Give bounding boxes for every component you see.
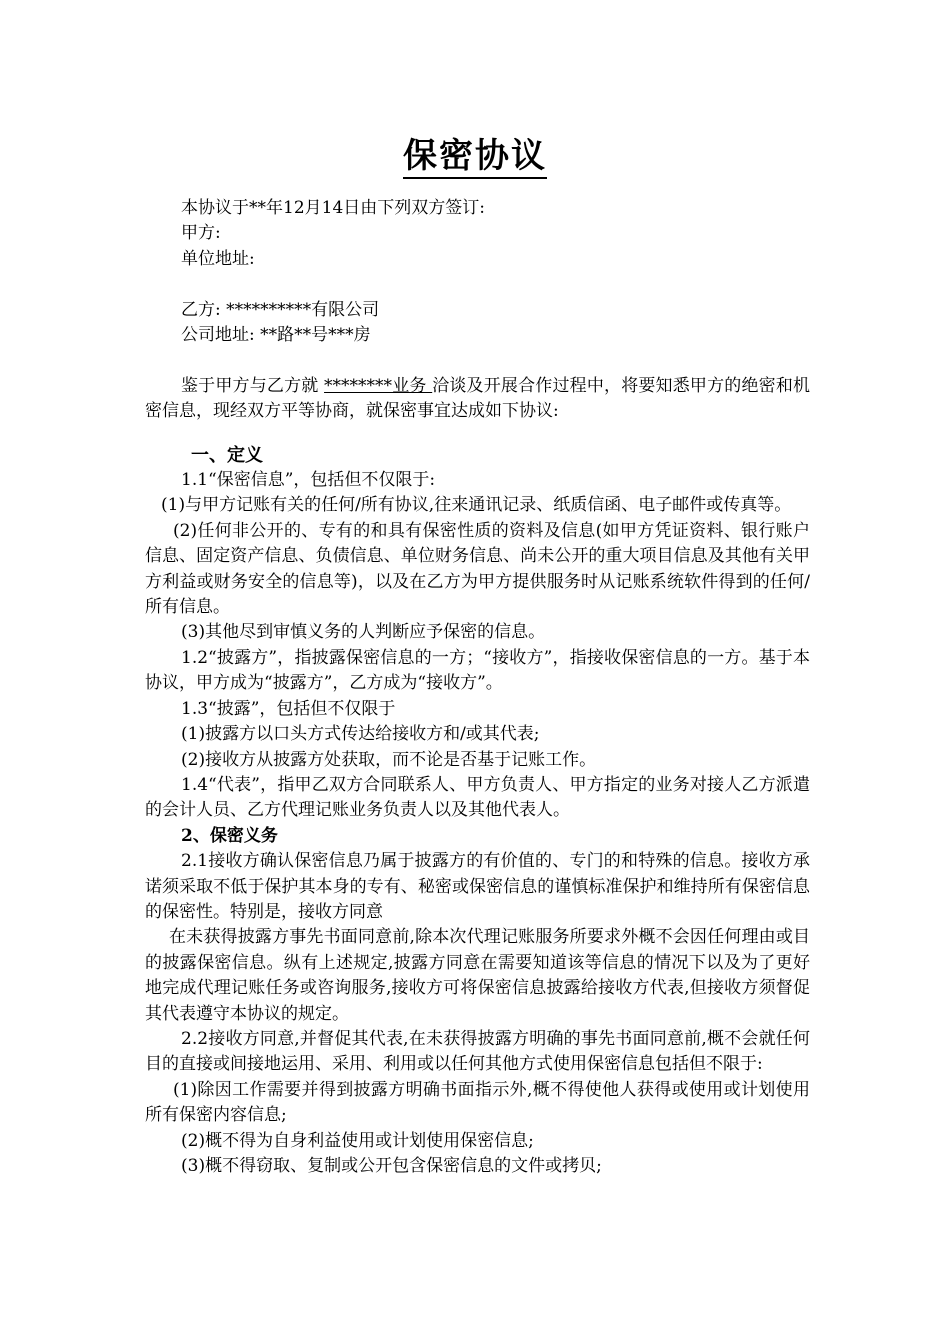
clause-1-3: 1.3“披露”，包括但不仅限于	[181, 698, 396, 719]
clause-1-4: 1.4“代表”，指甲乙双方合同联系人、甲方负责人、甲方指定的业务对接人乙方派遣的会计人员、乙方代理记账业务负责人以及其他代表人。	[145, 774, 810, 821]
clause-1-3-item-2: (2)接收方从披露方处获取，而不论是否基于记账工作。	[181, 749, 597, 770]
clause-2-2-item-3: (3)概不得窃取、复制或公开包含保密信息的文件或拷贝;	[181, 1156, 602, 1176]
spacer	[145, 272, 810, 297]
intro-paragraph: 鉴于甲方与乙方就 ********业务 洽谈及开展合作过程中，将要知悉甲方的绝密和机密信息，现经双方平等协商，就保密事宜达成如下协议:	[145, 375, 811, 422]
clause-1-1-item-2: (2)任何非公开的、专有的和具有保密性质的资料及信息(如甲方凭证资料、银行账户信息、固定资产信息、负债信息、单位财务信息、尚未公开的重大项目信息及其他有关甲方利益或财务安全的信息等)，以及在乙方为甲方提供服务时从记账系统软件得到的任何/所有信息。	[145, 520, 810, 618]
clause-1-2: 1.2“披露方”，指披露保密信息的一方；“接收方”，指接收保密信息的一方。基于本协议，甲方成为“披露方”，乙方成为“接收方”。	[145, 647, 810, 694]
signing-date-line: 本协议于**年12月14日由下列双方签订:	[181, 198, 485, 218]
party-b-address-line: 公司地址: **路**号***房	[181, 325, 371, 346]
clause-2-1: 2.1接收方确认保密信息乃属于披露方的有价值的、专门的和特殊的信息。接收方承诺须采取不低于保护其本身的专有、秘密或保密信息的谨慎标准保护和维持所有保密信息的保密性。特别是，接收方同意	[145, 851, 810, 922]
clause-2-1-continued: 在未获得披露方事先书面同意前,除本次代理记账服务所要求外概不会因任何理由或目的披露保密信息。纵有上述规定,披露方同意在需要知道该等信息的情况下以及为了更好地完成代理记账任务或咨询服务,接收方可将保密信息披露给接收方代表,但接收方须督促其代表遵守本协议的规定。	[145, 927, 810, 1024]
clause-1-1-item-3: (3)其他尽到审慎义务的人判断应予保密的信息。	[181, 622, 546, 643]
party-a-line: 甲方:	[181, 223, 221, 244]
party-b-line: 乙方: **********有限公司	[181, 299, 380, 320]
clause-2-2-item-1: (1)除因工作需要并得到披露方明确书面指示外,概不得使他人获得或使用或计划使用所有保密内容信息;	[145, 1079, 810, 1126]
clause-1-1-item-1: (1)与甲方记账有关的任何/所有协议,往来通讯记录、纸质信函、电子邮件或传真等。	[161, 495, 792, 516]
clause-1-3-item-1: (1)披露方以口头方式传达给接收方和/或其代表;	[181, 724, 540, 745]
section-1-heading: 一、定义	[191, 444, 263, 466]
spacer	[145, 348, 810, 373]
party-a-address-line: 单位地址:	[181, 248, 255, 269]
document-title: 保密协议	[0, 128, 950, 177]
document-body	[145, 196, 810, 1179]
clause-1-1: 1.1“保密信息”，包括但不仅限于:	[181, 470, 436, 491]
section-2-heading: 2、保密义务	[181, 825, 278, 846]
clause-2-2: 2.2接收方同意,并督促其代表,在未获得披露方明确的事先书面同意前,概不会就任何目的直接或间接地运用、采用、利用或以任何其他方式使用保密信息包括但不限于:	[145, 1028, 810, 1075]
business-name-underlined: ********业务	[324, 375, 433, 396]
clause-2-2-item-2: (2)概不得为自身利益使用或计划使用保密信息;	[181, 1130, 534, 1151]
spacer	[145, 425, 810, 437]
